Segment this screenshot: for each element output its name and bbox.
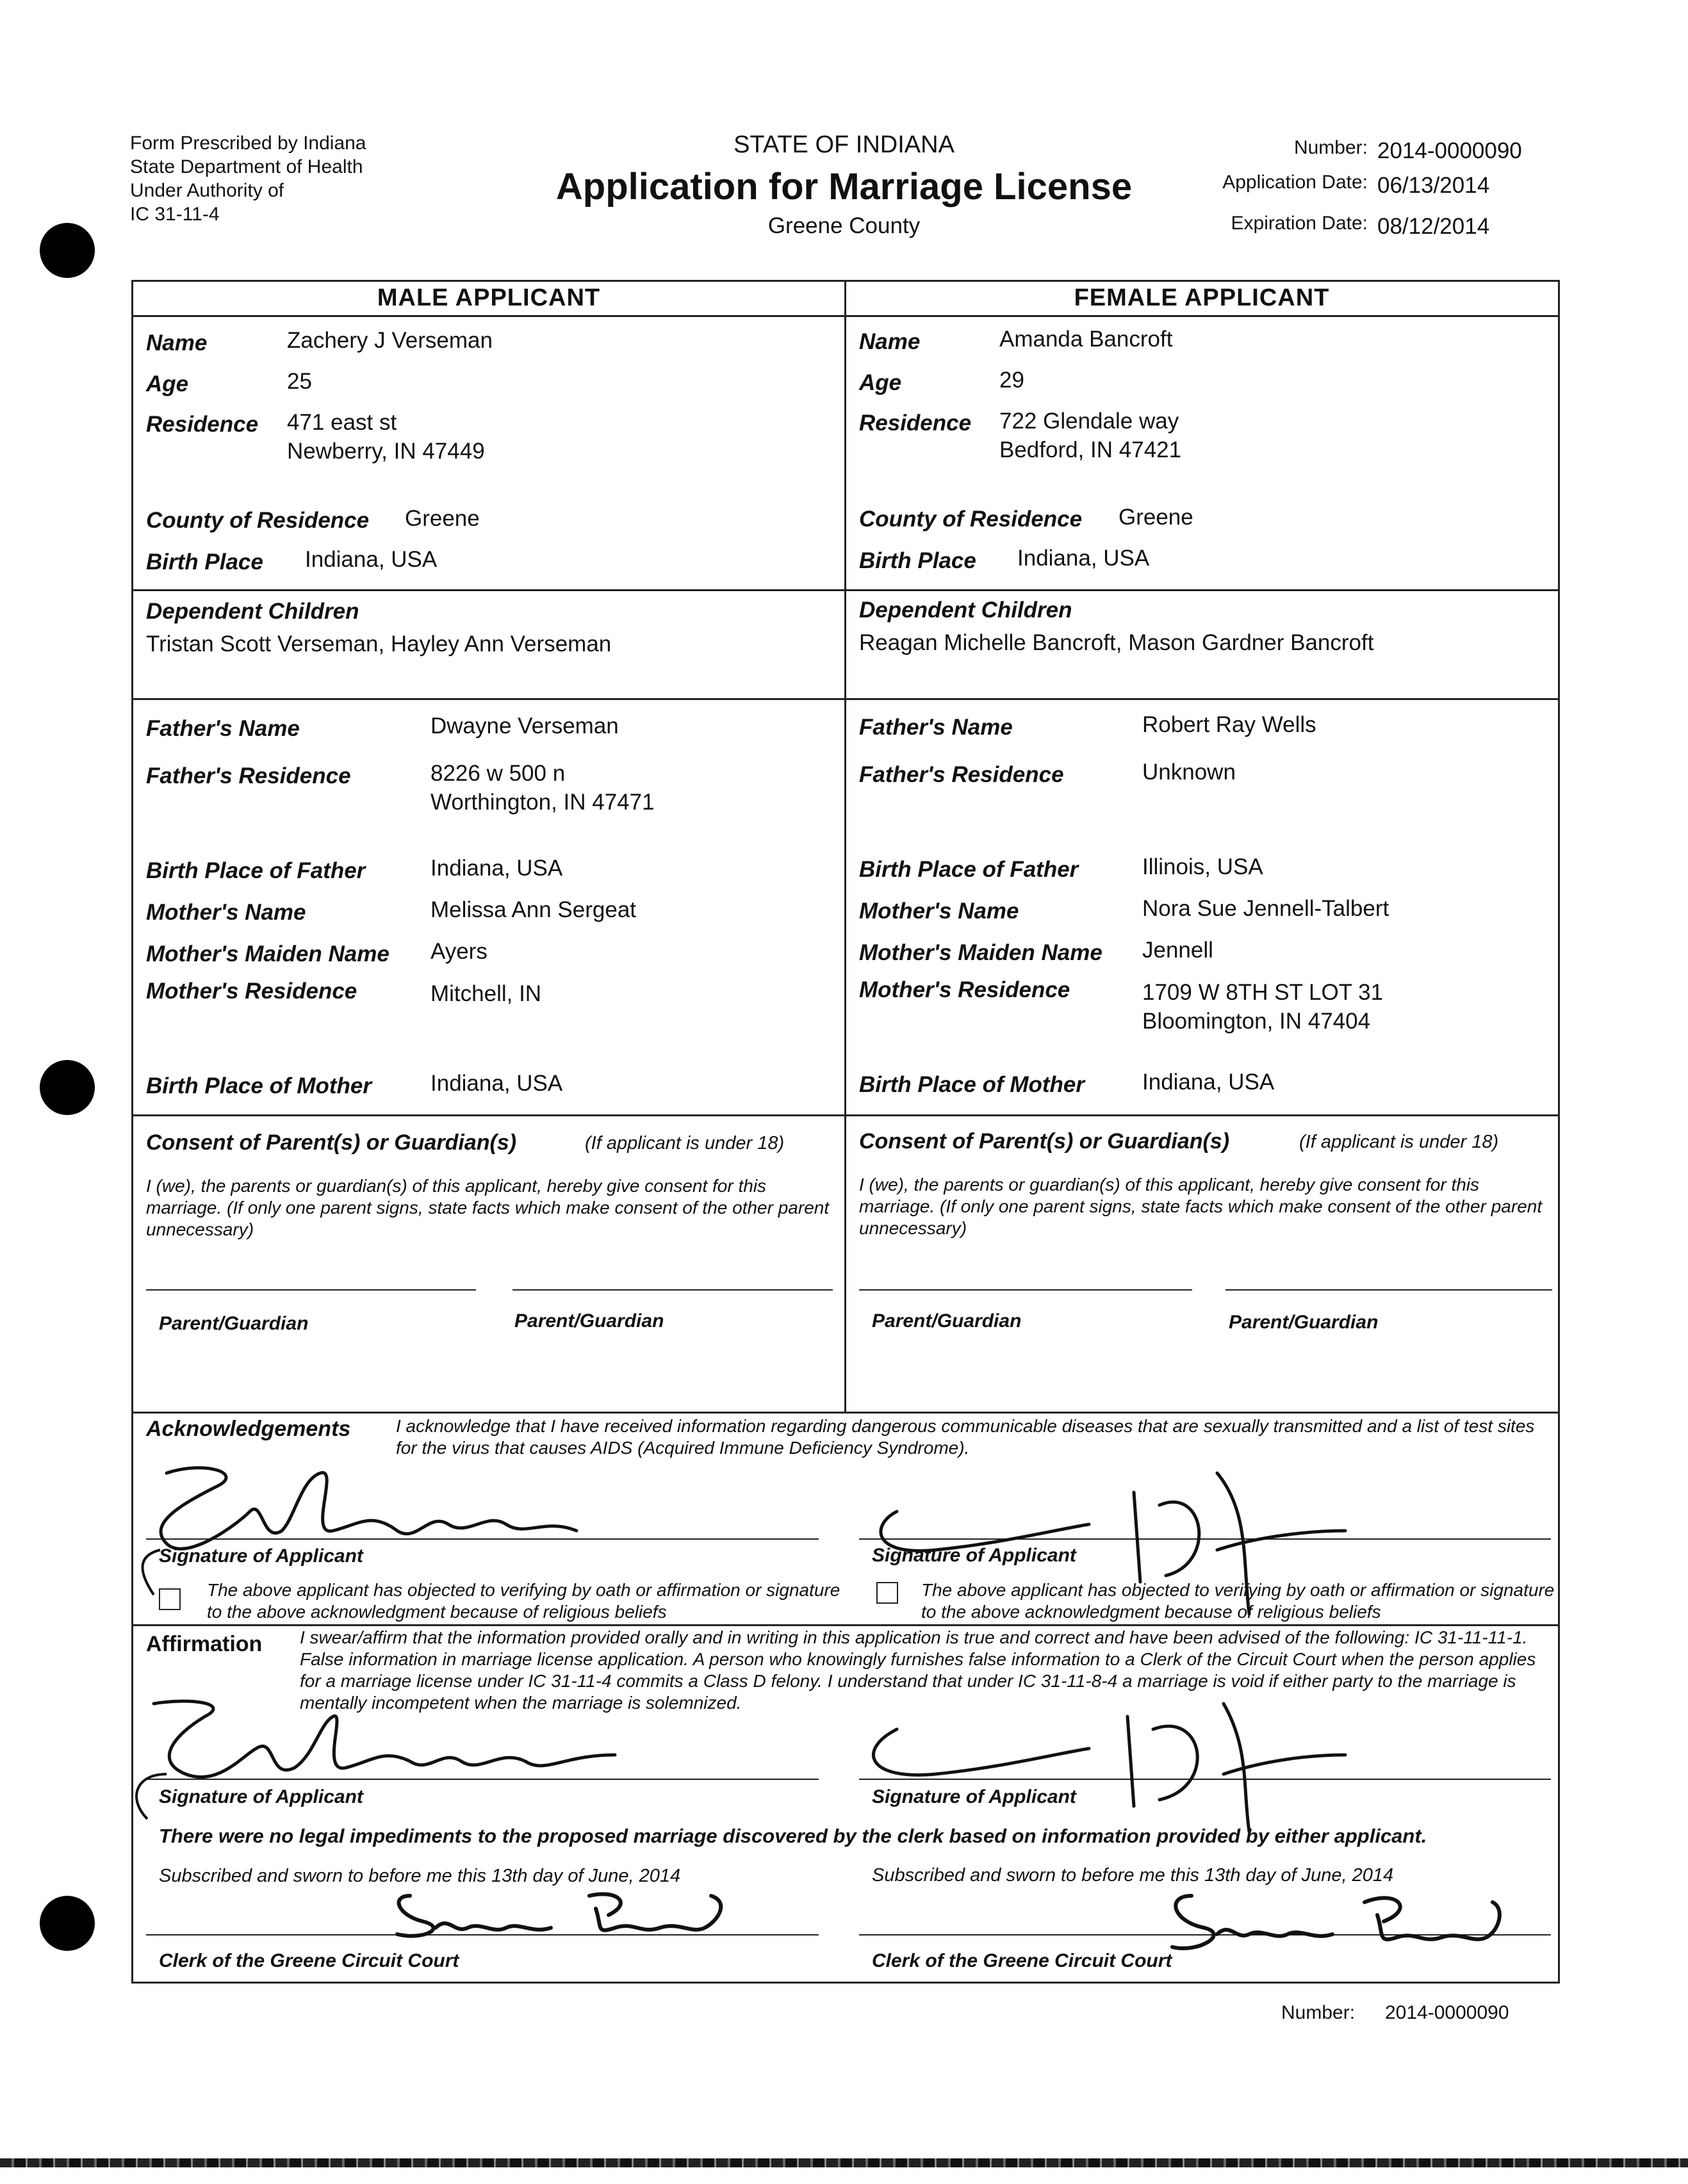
- female-applicant-heading: FEMALE APPLICANT: [1074, 284, 1330, 311]
- female-parent-guardian-label-1: Parent/Guardian: [872, 1310, 1022, 1332]
- divider: [133, 1412, 1558, 1414]
- male-ack-signature: [128, 1435, 641, 1601]
- divider: [133, 1114, 1558, 1116]
- male-father-birth-value: Indiana, USA: [430, 856, 563, 881]
- male-father-residence-label: Father's Residence: [146, 763, 351, 788]
- male-residence-line2: Newberry, IN 47449: [287, 439, 485, 464]
- male-birth-place-label: Birth Place: [146, 550, 263, 575]
- female-objection-text: The above applicant has objected to verifying by oath or affirmation or signature to the above acknowledgment because of religious beliefs: [921, 1580, 1555, 1622]
- male-parent-guardian-label-2: Parent/Guardian: [514, 1310, 664, 1332]
- male-residence-line1: 471 east st: [287, 410, 397, 435]
- female-parent-sign-line-1[interactable]: [859, 1289, 1192, 1291]
- female-residence-label: Residence: [859, 411, 972, 436]
- male-mother-maiden-value: Ayers: [430, 939, 488, 964]
- male-residence-label: Residence: [146, 412, 259, 437]
- male-sworn-text: Subscribed and sworn to before me this 13th day of June, 2014: [159, 1866, 681, 1886]
- male-father-res-line1: 8226 w 500 n: [430, 761, 566, 786]
- female-father-residence-label: Father's Residence: [859, 762, 1064, 787]
- male-objection-text: The above applicant has objected to verifying by oath or affirmation or signature to the above acknowledgment because of religious beliefs: [207, 1580, 840, 1622]
- punch-hole: [40, 1896, 95, 1951]
- female-age-label: Age: [859, 370, 902, 395]
- divider: [133, 698, 1558, 700]
- female-mother-birth-label: Birth Place of Mother: [859, 1072, 1085, 1097]
- page-title: Application for Marriage License: [555, 166, 1133, 208]
- male-father-name-value: Dwayne Verseman: [430, 713, 619, 738]
- number-value: 2014-0000090: [1377, 138, 1522, 163]
- number-label: Number:: [1293, 137, 1368, 158]
- male-name-label: Name: [146, 330, 208, 355]
- male-parent-guardian-label-1: Parent/Guardian: [159, 1313, 309, 1334]
- divider: [133, 315, 1558, 317]
- male-parent-sign-line-1[interactable]: [146, 1289, 476, 1291]
- male-birth-place-value: Indiana, USA: [305, 547, 438, 572]
- female-children-value: Reagan Michelle Bancroft, Mason Gardner Bancroft: [859, 630, 1374, 655]
- female-name-value: Amanda Bancroft: [999, 327, 1173, 352]
- female-county-value: Greene: [1119, 505, 1193, 530]
- female-mother-res-line1: 1709 W 8TH ST LOT 31: [1142, 980, 1384, 1005]
- male-mother-birth-label: Birth Place of Mother: [146, 1073, 372, 1098]
- female-mother-maiden-label: Mother's Maiden Name: [859, 940, 1102, 965]
- prescribed-line: IC 31-11-4: [130, 204, 220, 225]
- female-birth-place-value: Indiana, USA: [1017, 546, 1150, 571]
- male-ack-signature-label: Signature of Applicant: [159, 1545, 363, 1567]
- expiration-date-value: 08/12/2014: [1377, 214, 1490, 239]
- female-mother-residence-label: Mother's Residence: [859, 977, 1070, 1002]
- acknowledgements-text: I acknowledge that I have received information regarding dangerous communicable diseases that are sexually transmitted and a list of test sites for the virus that causes AIDS (Acquired Immune Deficiency Syndrome).: [396, 1416, 1535, 1458]
- male-consent-text: I (we), the parents or guardian(s) of this applicant, hereby give consent for this marriage. (If only one parent signs, state facts which make consent of the other parent unnecessary): [146, 1176, 830, 1239]
- male-father-birth-label: Birth Place of Father: [146, 858, 366, 883]
- male-mother-residence-label: Mother's Residence: [146, 979, 357, 1004]
- female-mother-name-value: Nora Sue Jennell-Talbert: [1142, 896, 1389, 921]
- female-age-value: 29: [999, 368, 1024, 393]
- prescribed-line: State Department of Health: [130, 156, 363, 177]
- divider: [133, 589, 1558, 591]
- male-county-value: Greene: [405, 506, 480, 531]
- female-ack-signature-label: Signature of Applicant: [872, 1545, 1076, 1566]
- female-consent-note: (If applicant is under 18): [1299, 1132, 1499, 1152]
- female-mother-name-label: Mother's Name: [859, 899, 1019, 924]
- female-mother-maiden-value: Jennell: [1142, 938, 1213, 963]
- male-father-res-line2: Worthington, IN 47471: [430, 790, 655, 815]
- female-parent-sign-line-2[interactable]: [1225, 1289, 1552, 1291]
- affirmation-title: Affirmation: [146, 1632, 263, 1656]
- female-children-label: Dependent Children: [859, 598, 1072, 623]
- female-county-label: County of Residence: [859, 507, 1083, 532]
- acknowledgements-title: Acknowledgements: [146, 1417, 351, 1441]
- female-mother-res-line2: Bloomington, IN 47404: [1142, 1009, 1371, 1034]
- female-consent-title: Consent of Parent(s) or Guardian(s): [859, 1129, 1230, 1153]
- application-date-value: 06/13/2014: [1377, 173, 1490, 198]
- male-clerk-label: Clerk of the Greene Circuit Court: [159, 1950, 459, 1971]
- male-applicant-heading: MALE APPLICANT: [377, 284, 601, 311]
- female-clerk-label: Clerk of the Greene Circuit Court: [872, 1950, 1172, 1971]
- male-mother-res-line1: Mitchell, IN: [430, 981, 542, 1006]
- male-age-label: Age: [146, 371, 189, 396]
- female-aff-signature-label: Signature of Applicant: [872, 1786, 1076, 1807]
- male-clerk-signature: [384, 1883, 743, 1953]
- female-clerk-signature: [1153, 1883, 1512, 1960]
- scan-edge-bar: [0, 2158, 1688, 2167]
- female-sworn-text: Subscribed and sworn to before me this 13th day of June, 2014: [872, 1865, 1394, 1886]
- male-consent-title: Consent of Parent(s) or Guardian(s): [146, 1130, 517, 1155]
- female-residence-line2: Bedford, IN 47421: [999, 437, 1182, 462]
- expiration-date-label: Expiration Date:: [1231, 213, 1368, 234]
- female-father-res-line1: Unknown: [1142, 760, 1236, 785]
- footer-number-value: 2014-0000090: [1385, 2002, 1509, 2023]
- punch-hole: [40, 1060, 95, 1115]
- male-county-label: County of Residence: [146, 508, 370, 533]
- female-parent-guardian-label-2: Parent/Guardian: [1229, 1312, 1379, 1333]
- prescribed-line: Under Authority of: [130, 180, 284, 201]
- female-mother-birth-value: Indiana, USA: [1142, 1070, 1275, 1095]
- male-age-value: 25: [287, 369, 312, 394]
- male-parent-sign-line-2[interactable]: [512, 1289, 833, 1291]
- female-consent-text: I (we), the parents or guardian(s) of this applicant, hereby give consent for this marriage. (If only one parent signs, state facts which make consent of the other parent unnecessary): [859, 1175, 1543, 1238]
- male-aff-signature: [128, 1678, 641, 1819]
- male-father-name-label: Father's Name: [146, 716, 300, 741]
- female-ack-signature: [858, 1435, 1371, 1627]
- affirmation-text: I swear/affirm that the information provided orally and in writing in this application is true and correct and have been advised of the following: IC 31-11-11-1. False information in marriage license application. A person who knowingly furnishes false information to a Clerk of the Circuit Court when the person applies for a marriage license under IC 31-11-4 commits a Class D felony. I understand that under IC 31-11-8-4 a marriage is void if either party to the marriage is mentally incompetent when the marriage is solemnized.: [300, 1627, 1536, 1713]
- county-name: Greene County: [767, 213, 921, 238]
- impediments-statement: There were no legal impediments to the proposed marriage discovered by the clerk based on information provided by either applicant.: [159, 1825, 1427, 1847]
- female-aff-signature: [846, 1678, 1358, 1845]
- male-mother-name-value: Melissa Ann Sergeat: [430, 897, 637, 922]
- female-father-birth-value: Illinois, USA: [1142, 854, 1263, 879]
- female-name-label: Name: [859, 329, 921, 354]
- application-date-label: Application Date:: [1222, 172, 1368, 193]
- male-mother-maiden-label: Mother's Maiden Name: [146, 941, 389, 966]
- male-mother-birth-value: Indiana, USA: [430, 1071, 563, 1096]
- state-name: STATE OF INDIANA: [733, 131, 955, 158]
- footer-number-label: Number:: [1281, 2002, 1356, 2023]
- male-name-value: Zachery J Verseman: [287, 328, 493, 353]
- female-father-name-label: Father's Name: [859, 715, 1013, 740]
- female-father-birth-label: Birth Place of Father: [859, 857, 1079, 882]
- column-divider: [844, 282, 846, 1412]
- female-father-name-value: Robert Ray Wells: [1142, 712, 1316, 737]
- male-consent-note: (If applicant is under 18): [585, 1133, 785, 1153]
- male-mother-name-label: Mother's Name: [146, 900, 306, 925]
- female-residence-line1: 722 Glendale way: [999, 409, 1179, 434]
- male-children-label: Dependent Children: [146, 599, 359, 624]
- female-birth-place-label: Birth Place: [859, 548, 976, 573]
- male-aff-signature-label: Signature of Applicant: [159, 1786, 363, 1807]
- male-children-value: Tristan Scott Verseman, Hayley Ann Verseman: [146, 632, 612, 656]
- prescribed-line: Form Prescribed by Indiana: [130, 133, 366, 154]
